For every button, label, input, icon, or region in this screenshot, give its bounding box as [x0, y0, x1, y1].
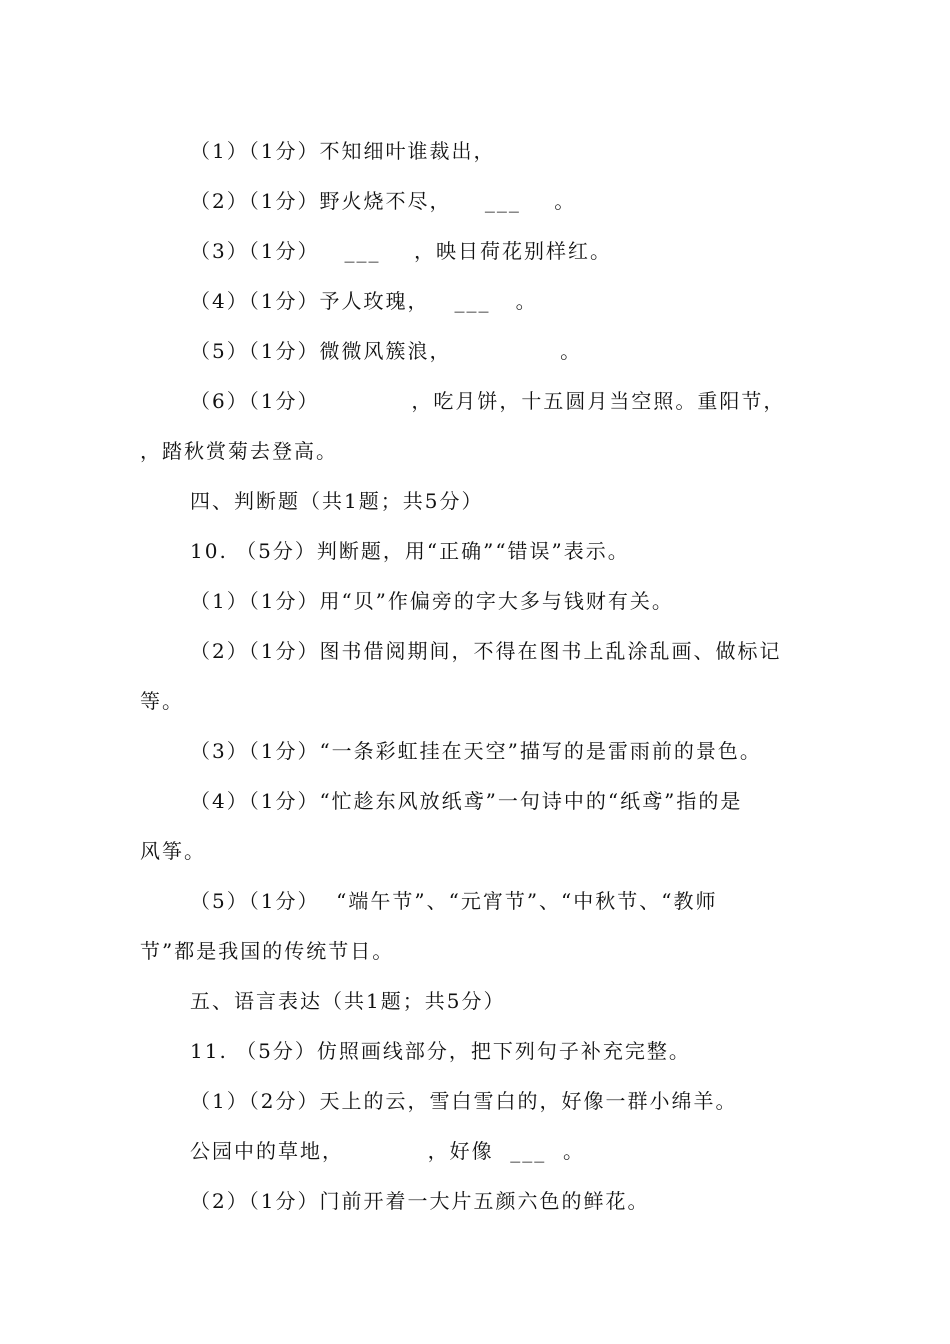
q10-item-3: （3）（1分）“一条彩虹挂在天空”描写的是雷雨前的景色。 — [190, 739, 762, 763]
q9-item-6-continued: ，踏秋赏菊去登高。 — [140, 439, 338, 463]
q11-item-1: （1）（2分）天上的云，雪白雪白的，好像一群小绵羊。 — [190, 1089, 738, 1113]
q10-item-1: （1）（1分）用“贝”作偏旁的字大多与钱财有关。 — [190, 589, 674, 613]
q9-item-2: （2）（1分）野火烧不尽， ___ 。 — [190, 189, 577, 213]
q9-item-6: （6）（1分） ，吃月饼，十五圆月当空照。重阳节， — [190, 389, 786, 413]
section-heading-language: 五、语言表达（共1题；共5分） — [190, 989, 506, 1013]
q10-item-4-continued: 风筝。 — [140, 839, 206, 863]
q9-item-5: （5）（1分）微微风簇浪， 。 — [190, 339, 583, 363]
q10-item-5-continued: 节”都是我国的传统节日。 — [140, 939, 395, 963]
q10-item-4: （4）（1分）“忙趁东风放纸鸢”一句诗中的“纸鸢”指的是 — [190, 789, 743, 813]
q9-item-1: （1）（1分）不知细叶谁裁出， — [190, 139, 496, 163]
q11-item-2: （2）（1分）门前开着一大片五颜六色的鲜花。 — [190, 1189, 650, 1213]
q9-item-4: （4）（1分）予人玫瑰， ___ 。 — [190, 289, 538, 313]
q10-item-2: （2）（1分）图书借阅期间，不得在图书上乱涂乱画、做标记 — [190, 639, 782, 663]
q10-item-5: （5）（1分） “端午节”、“元宵节”、“中秋节、“教师 — [190, 889, 718, 913]
q9-item-3: （3）（1分） ___ ，映日荷花别样红。 — [190, 239, 612, 263]
q11-item-1-answer: 公园中的草地， ，好像 ___ 。 — [190, 1139, 586, 1163]
question-10: 10. （5分）判断题，用“正确”“错误”表示。 — [190, 539, 630, 563]
section-heading-judgment: 四、判断题（共1题；共5分） — [190, 489, 484, 513]
q10-item-2-continued: 等。 — [140, 689, 184, 713]
question-11: 11. （5分）仿照画线部分，把下列句子补充完整。 — [190, 1039, 691, 1063]
